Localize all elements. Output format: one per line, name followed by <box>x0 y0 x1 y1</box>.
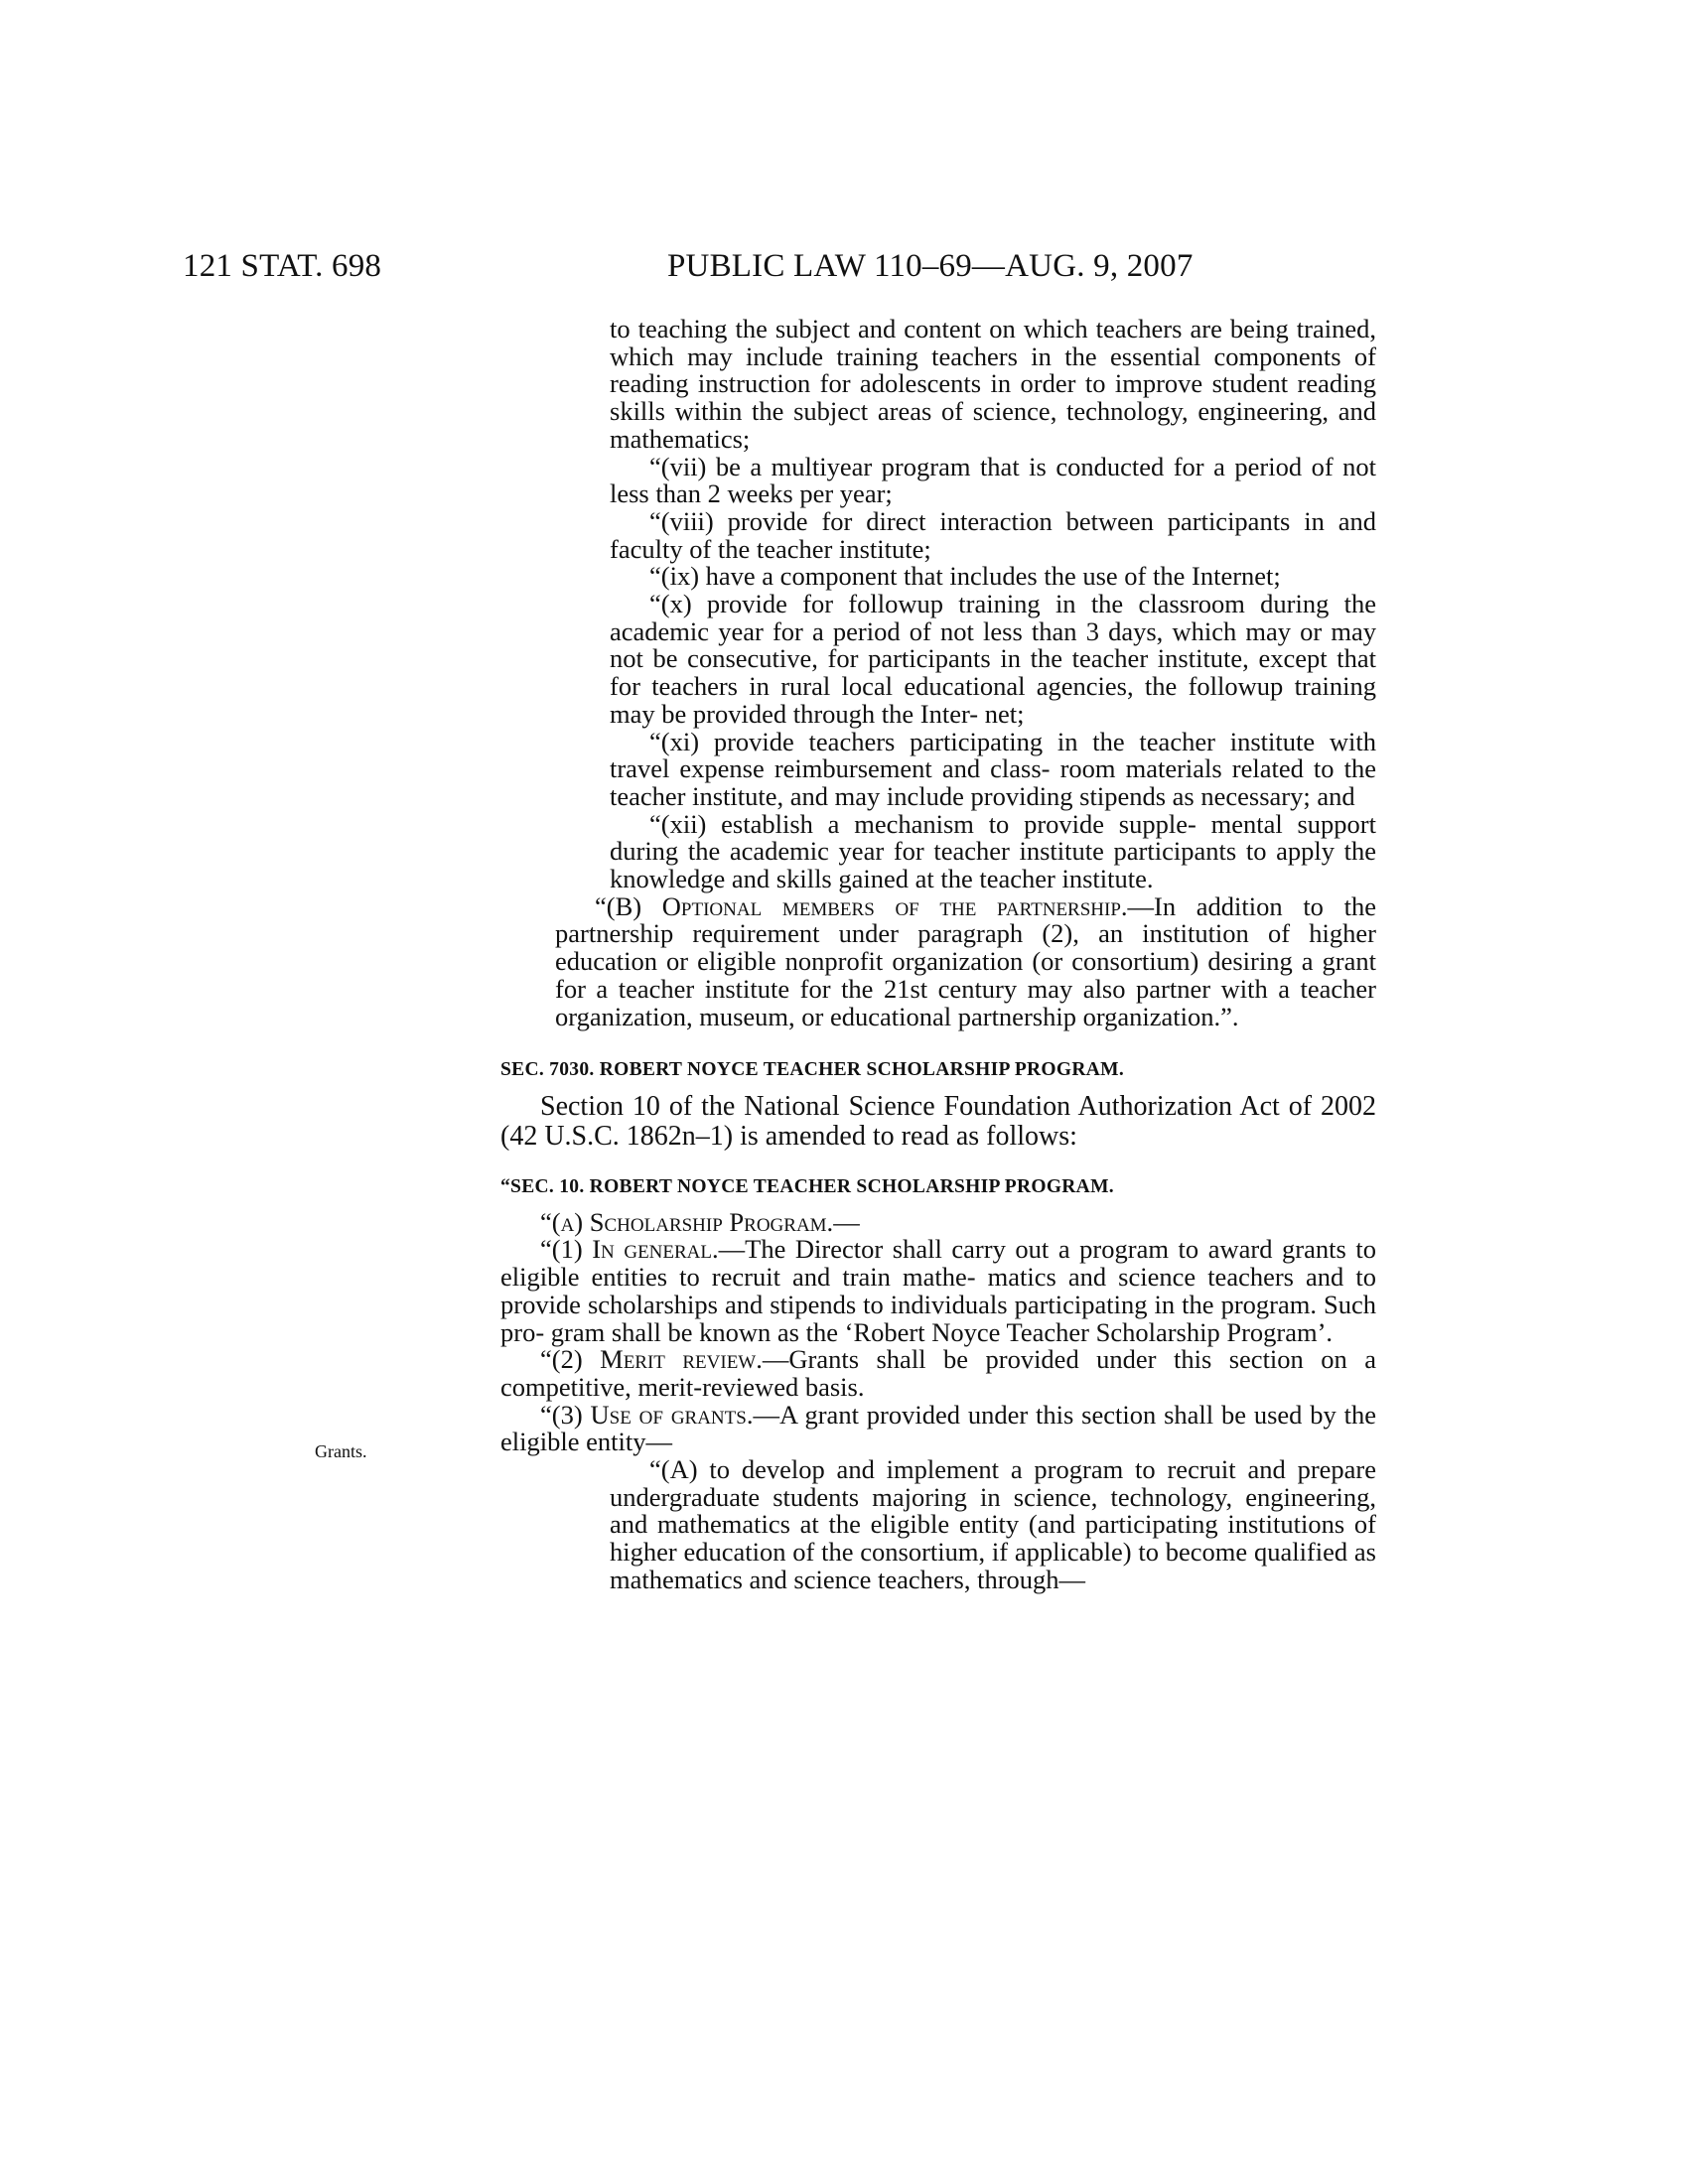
section-10-heading: “SEC. 10. ROBERT NOYCE TEACHER SCHOLARSHIP PROGRAM. <box>500 1175 1114 1197</box>
subsection-a-heading: “(a) Scholarship Program. <box>540 1206 834 1237</box>
clause-vii: “(vii) be a multiyear program that is conducted for a period of not less than 2 weeks per year; <box>610 451 1376 509</box>
paragraph-2-heading: “(2) Merit review. <box>540 1344 763 1375</box>
statute-page-number: 121 STAT. 698 <box>183 248 382 284</box>
margin-note: Grants. <box>315 1441 367 1461</box>
paragraph-2-text: —Grants shall be provided under this section on a competitive, merit-reviewed basis. <box>500 1344 1376 1402</box>
section-7030-heading: SEC. 7030. ROBERT NOYCE TEACHER SCHOLARSHIP PROGRAM. <box>500 1059 1124 1081</box>
paragraph-1-heading: “(1) In general. <box>540 1234 719 1265</box>
document-body <box>500 316 1376 1594</box>
page-title: PUBLIC LAW 110–69—AUG. 9, 2007 <box>667 248 1194 284</box>
paragraph-2 <box>500 1346 1376 1401</box>
subparagraph-b-heading: “(B) Optional members of the partnership. <box>595 890 1128 921</box>
subsection-a-dash: — <box>833 1206 860 1237</box>
paragraph-continued: to teaching the subject and content on which teachers are being trained, which may include training teachers in the essential components of reading instruction for adolescents in order to improve student reading skills within the subject areas of science, technology, engineering, and mathematics; <box>610 314 1376 454</box>
subparagraph-b <box>500 890 1376 1031</box>
clause-xi: “(xi) provide teachers participating in the teacher institute with travel expense reimbursement and class- room materials related to the teacher institute, and may include providing stipends as necessary; and <box>610 726 1376 811</box>
paragraph-1 <box>500 1236 1376 1346</box>
paragraph-3 <box>500 1399 1376 1457</box>
paragraph-3-heading: “(3) Use of grants. <box>540 1399 754 1430</box>
clause-viii: “(viii) provide for direct interaction between participants in and faculty of the teacher institute; <box>610 505 1376 564</box>
subparagraph-a: “(A) to develop and implement a program to recruit and prepare undergraduate students majoring in science, technology, engineering, and mathematics at the eligible entity (and participating institutions of higher education of the consortium, if applicable) to become qualified as mathematics and science teachers, through— <box>610 1454 1376 1594</box>
section-7030-text: Section 10 of the National Science Foundation Authorization Act of 2002 (42 U.S.C. 1862n–1) is amended to read as follows: <box>500 1090 1376 1152</box>
clause-ix: “(ix) have a component that includes the use of the Internet; <box>649 561 1281 592</box>
subsection-a <box>500 1206 1376 1237</box>
paragraph-3-text: —A grant provided under this section shall be used by the eligible entity— <box>500 1399 1376 1457</box>
paragraph-1-text: —The Director shall carry out a program to award grants to eligible entities to recruit and train mathe- matics and science teachers and to provide scholarships and stipends to individuals participating in the program. Such pro- gram shall be known as the ‘Robert Noyce Teacher Scholarship Program’. <box>500 1234 1376 1347</box>
clause-xii: “(xii) establish a mechanism to provide supple- mental support during the academic year for teacher institute participants to apply the knowledge and skills gained at the teacher institute. <box>610 808 1376 894</box>
subparagraph-b-text: —In addition to the partnership requirement under paragraph (2), an institution of higher education or eligible nonprofit organization (or consortium) desiring a grant for a teacher institute for the 21st century may also partner with a teacher organization, museum, or educational partnership organization.”. <box>555 890 1376 1031</box>
clause-x: “(x) provide for followup training in the classroom during the academic year for a period of not less than 3 days, which may or may not be consecutive, for participants in the teacher institute, except that for teachers in rural local educational agencies, the followup training may be provided through the Inter- net; <box>610 589 1376 729</box>
